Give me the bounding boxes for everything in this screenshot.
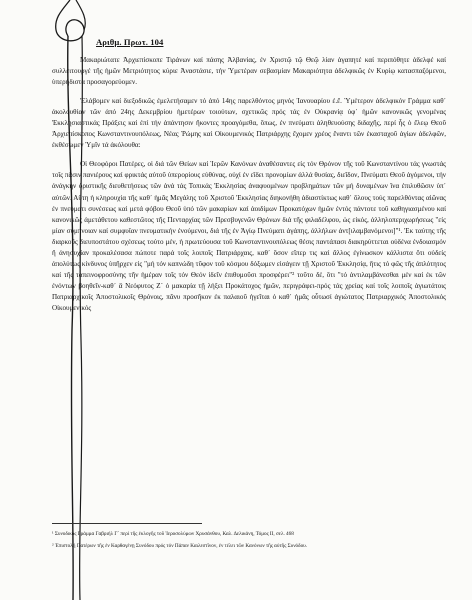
fathers-paragraph: Οἱ Θεοφόροι Πατέρες, οἱ διά τῶν Θείων καί Ἱερῶν Κανόνων ἀναθέσαντες εἰς τόν Θρόνον τῆς τοῦ Κωνσταντίνου τάς γνωστάς τοῖς πᾶσιν πανιέρους καί φρικτάς αὐτοῦ ὑπερορίους εὐθύνας, οὐχί ἐν εἴδει προνομίων ἀλλά θυσίας, διεῖδον, Πνεύματι Θεοῦ ἀγόμενοι, τήν ἀνάγκην ὁριστικῆς διευθετήσεως τῶν ἀνά τάς Τοπικάς Ἐκκλησίας ἀναφυομένων προβλημάτων τῶν μή δυναμένων ἵνα ἐπιλυθῶσιν ὑπ᾽ αὐτῶν. Αὕτη ἡ κληρουχία τῆς καθ᾽ ἡμᾶς Μεγάλης τοῦ Χριστοῦ Ἐκκλησίας διηκονήθη ἀδιαστίκτως καθ᾽ ὅλους τούς παρελθόντας αἰῶνας ἐν πνεύματι συνέσεως καί μετά φόβου Θεοῦ ὑπό τῶν μακαρίων καί ἀοιδίμων Προκατόχων ἡμῶν ἐντός πάντοτε τοῦ καθηγιασμένου καί κανονικῶς ἀμετάθετου καθεστῶτος τῆς Πενταρχίας τῶν Πρεσβυγενῶν Θρόνων διά τῆς φιλαδέλφου, ὡς εἰκός, ἀλληλοπεριχωρήσεως "εἰς μίαν συμπνοιαν καί συμφυΐαν πνευματικήν ἑνούμενοι, διά τῆς ἐν Ἁγίῳ Πνεύματι ἀγάπης, ἀλλήλων ἀντ[ιλαμβανόμενοι]"¹. Ἐκ ταύτης τῆς διαρκοῦς διευποστάτου σχέσεως τούτο μέν, ἡ πρωτεύουσα τοῦ Κωνσταντινουπόλεως θέσις παντάπασι διακηρύττεται οὐδένα ἐνδοιασμόν ἤ ἀνησυχίαν προκαλέσασα πώποτε παρά τοῖς λοιποῖς Πατριάρχαις, καθ᾽ ὅσον εἴπερ τις καί ἄλλος ἐγίνωσκον κάλλιστα ὅτι οὐδείς ἀπολύτως κίνδυνος ὑπῆρχεν εἰς "μή τόν καπνώδη τῦφον τοῦ κόσμου δόξωμεν εἰσάγειν τῇ Χριστοῦ Ἐκκλησίᾳ, ἥτις τό φῶς τῆς ἀπλότητος καί τῆς ταπεινοφροσύνης τῆν ἡμέραν τοῖς τόν Θεόν ἰδεῖν ἐπιθυμοῦσι προσφέρει"² τοῦτο δέ, ὅτι "τό ἀντιλαμβάνεσθαι μέν καί ἐκ τῶν ἐνόντων βοηθεῖν-καθ᾽ ἃ Νεόφυτος Ζ´ ὁ μακαρία τῇ λήξει Προκάτοχος ἡμῶν, περιγράφει-πρός τάς χρείας καί τοῖς λοιποῖς ἁγιωτάτοις Πατριαρχικοῖς Ἀποστολικοῖς Θρόνοις, πᾶνυ προσῆκον ἐκ παλαιοῦ ἡγεῖται ὁ καθ᾽ ἡμᾶς οὗτωσί ἁγιώτατος Πατριαρχικός Ἀποστολικός Οἰκουμενικός [52, 160, 446, 312]
acknowledgement-paragraph: Ἐλάβομεν καί διεξοδικῶς ἐμελετήσαμεν τό ἀπό 14ης παρελθόντος μηνός Ἰανουαρίου ἐ.ἔ. Ὑμέτερον ἀδελφικόν Γράμμα καθ᾽ ἀκολουθίαν τῶν ἀπό 24ης Δεκεμβρίου ἡμετέρων τοιούτων, σχετικῶς πρός τάς ἐν Οὐκρανίᾳ ὑφ᾽ ἡμῶν κανονικῶς γενομένας Ἐκκλησιαστικάς Πράξεις καί ἐπί τήν ἀπάντησιν ἥκοντες προαγόμεθα, ὅπως, ἐν πνεύματι ἀληθευούσης διδαχῆς, περί ἧς ὁ ἔλεῳ Θεοῦ Ἀρχιεπίσκοπος Κωνσταντινουπόλεως, Νέας Ῥώμης καί Οἰκουμενικός Πατριάρχης ἔχομεν χρέος ἔναντι τῶν ἑκασταχοῦ ἁγίων ἀδελφῶν, ἐκθέσωμεν Ὑμῖν τά ἀκόλουθα: [52, 97, 446, 150]
greeting-paragraph: Μακαριώτατε Ἀρχιεπίσκοπε Τιράνων καί πάσης Ἀλβανίας, ἐν Χριστῷ τῷ Θεῷ λίαν ἀγαπητέ καί περιπόθητε ἀδελφέ καί συλλειτουργέ τῆς ἡμῶν Μετριότητος κύριε Ἀναστάσιε, τήν Ὑμετέραν σεβασμίαν Μακαριότητα ἀδελφικῶς ἐν Κυρίῳ κατασπαζόμενοι, ὑπερήδιστα προσαγορεύομεν. [52, 56, 446, 87]
footnote-divider [52, 523, 202, 524]
letter-body [52, 55, 446, 314]
footnote-1: ¹ Συνοδικός Γράμμα Γαβριήλ Γ´ περί τῆς ἐκλογῆς τοῦ Ἱεροσολύμων Χρυσάνθου, Καλ. Δελικάνη, Τόμος ΙΙ, σελ. 468 [52, 531, 294, 537]
footnote-2: ² Ἐπιστολή Πατέρων τῆς ἐν Καρθαγένῃ Συνόδου πρός τόν Πάπαν Καιλεστῖνον, ἐν τέλει τῶν Κανόνων τῆς αὐτῆς Συνόδου. [52, 543, 308, 550]
protocol-number: Αριθμ. Πρωτ. 104 [96, 37, 164, 47]
footnotes [52, 530, 444, 554]
